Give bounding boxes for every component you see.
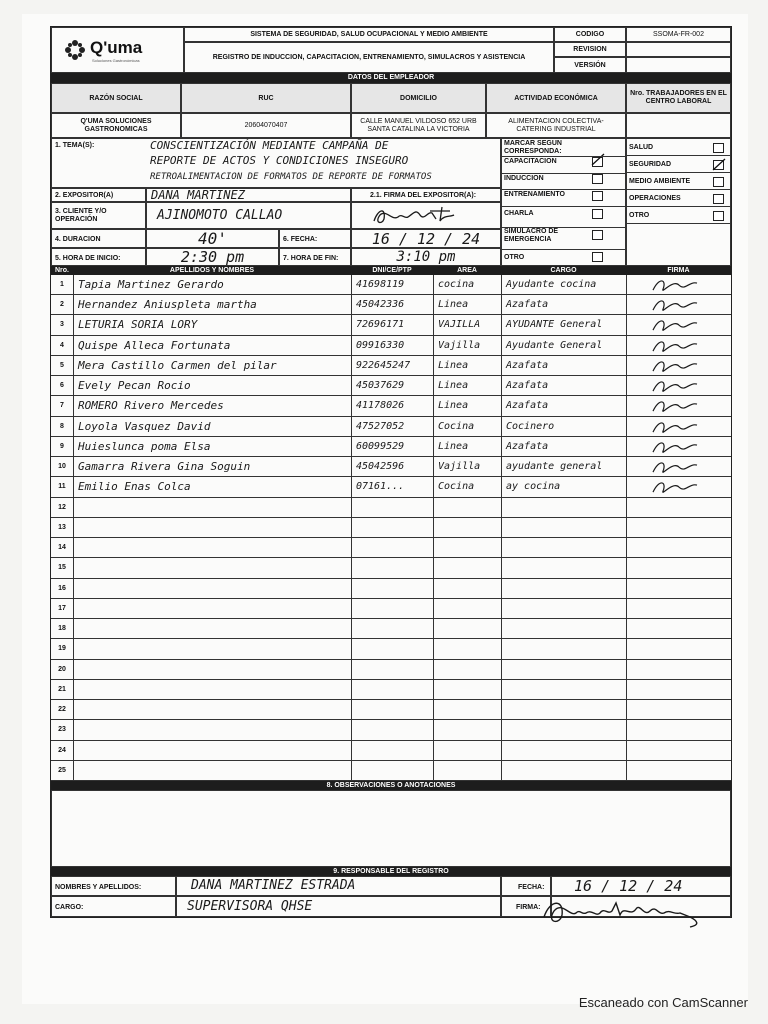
attendee-cargo: Cocinero [501,417,626,437]
attendee-dni [351,498,433,518]
attendee-cargo [501,498,626,518]
fecha-resp-value: 16 / 12 / 24 [551,876,731,896]
signature-cell [626,275,731,295]
fecha-label-cell [279,229,351,248]
signature-cell [626,437,731,457]
area-divider-2 [626,172,731,173]
signature-cell [626,295,731,315]
hora-fin-label-cell [279,248,351,266]
attendee-dni [351,660,433,680]
signature-cell [626,639,731,659]
table-row [51,599,731,619]
attendee-name: Mera Castillo Carmen del pilar [73,356,351,376]
attendee-dni [351,700,433,720]
hora-fin-value: 3:10 pm [351,248,501,266]
attendee-area [433,599,501,619]
table-row [51,579,731,599]
razon-label: RAZÓN SOCIAL [51,83,181,113]
revision-label: REVISION [554,42,626,57]
area-divider-5 [626,223,731,224]
tipo-divider-3 [501,189,626,190]
attendee-dni [351,599,433,619]
attendee-dni [351,518,433,538]
attendee-cargo [501,558,626,578]
attendee-cargo [501,579,626,599]
signature-cell [626,315,731,335]
table-row [51,619,731,639]
attendee-area: Cocina [433,477,501,497]
fecha-value: 16 / 12 / 24 [351,229,501,248]
table-row [51,660,731,680]
attendee-signature-icon [649,295,709,315]
attendee-name [73,680,351,700]
register-title: REGISTRO DE INDUCCION, CAPACITACION, ENTRENAMIENTO, SIMULACROS Y ASISTENCIA [184,42,554,73]
cargo-label-cell [51,896,176,917]
attendee-name [73,518,351,538]
attendee-area: Linea [433,295,501,315]
attendee-dni [351,558,433,578]
medio-ambiente-checkbox[interactable] [713,177,724,187]
attendee-area: Vajilla [433,336,501,356]
tipo-label-charla: CHARLA [504,210,534,217]
signature-cell [626,700,731,720]
firma-expositor-label: 2.1. FIRMA DEL EXPOSITOR(A): [370,192,477,199]
attendee-signature-icon [649,315,709,335]
nombres-label: NOMBRES Y APELLIDOS: [55,884,142,891]
area-divider-1 [626,155,731,156]
attendee-dni [351,538,433,558]
logo-tagline: Soluciones Gastronómicas [92,58,140,63]
attendee-dni: 72696171 [351,315,433,335]
ruc-value: 20604070407 [181,113,351,138]
nombres-value: DANA MARTINEZ ESTRADA [176,876,501,896]
attendee-signature-icon [649,275,709,295]
area-label-seguridad: SEGURIDAD [629,161,672,168]
responsible-signature-icon [540,893,710,929]
row-number: 5 [60,361,64,369]
attendee-cargo [501,599,626,619]
row-number: 22 [58,706,66,714]
attendee-name: Tapia Martinez Gerardo [73,275,351,295]
attendee-name: LETURIA SORIA LORY [73,315,351,335]
actividad-label: ACTIVIDAD ECONÓMICA [486,83,626,113]
area-label-medio-ambiente: MEDIO AMBIENTE [629,178,691,185]
attendee-signature-icon [649,437,709,457]
area-label-operaciones: OPERACIONES [629,195,681,202]
row-number: 2 [60,301,64,309]
observations-area[interactable] [51,790,731,867]
table-row [51,356,731,376]
cargo-resp-label: CARGO: [55,904,84,911]
attendee-cargo [501,538,626,558]
attendee-area [433,761,501,781]
table-row [51,295,731,315]
attendees-rows [51,275,731,781]
table-row [51,680,731,700]
logo-cell [51,27,184,73]
attendee-cargo [501,741,626,761]
table-row [51,417,731,437]
attendee-name: Huieslunca poma Elsa [73,437,351,457]
attendee-area [433,619,501,639]
signature-cell [626,336,731,356]
table-row [51,700,731,720]
table-row [51,275,731,295]
attendee-area [433,518,501,538]
attendee-name: Emilio Enas Colca [73,477,351,497]
otro-tipo-checkbox[interactable] [592,252,603,262]
salud-checkbox[interactable] [713,143,724,153]
attendee-area [433,538,501,558]
table-row [51,518,731,538]
domicilio-label: DOMICILIO [351,83,486,113]
observations-title: 8. OBSERVACIONES O ANOTACIONES [51,781,731,790]
signature-cell [626,720,731,740]
attendee-name [73,639,351,659]
attendee-area [433,639,501,659]
attendee-dni: 41698119 [351,275,433,295]
row-number: 7 [60,402,64,410]
attendee-name [73,599,351,619]
tipo-label-induccion: INDUCCION [504,175,544,182]
table-row [51,477,731,497]
firma-expositor-cell [351,202,501,229]
attendee-dni: 09916330 [351,336,433,356]
attendee-area [433,680,501,700]
attendee-cargo: AYUDANTE General [501,315,626,335]
cargo-resp-value: SUPERVISORA QHSE [176,896,501,917]
attendee-area: Cocina [433,417,501,437]
responsible-title: 9. RESPONSABLE DEL REGISTRO [51,867,731,876]
attendee-area: VAJILLA [433,315,501,335]
duracion-label-cell [51,229,146,248]
attendee-cargo [501,619,626,639]
tipo-divider-2 [501,173,626,174]
attendee-name [73,761,351,781]
fecha-label: 6. FECHA: [283,236,318,243]
tipo-label-capacitacion: CAPACITACION [504,158,557,165]
row-number: 10 [58,463,66,471]
tipo-divider-4 [501,206,626,207]
attendee-area: Linea [433,356,501,376]
tipo-column [501,138,626,266]
version-label: VERSIÓN [554,57,626,73]
area-column [626,138,731,266]
signature-cell [626,477,731,497]
tipo-divider-5 [501,227,626,228]
row-number: 8 [60,422,64,430]
attendee-area: Linea [433,376,501,396]
expositor-signature-icon [370,205,470,227]
scanner-watermark: Escaneado con CamScanner [578,995,748,1010]
table-row [51,538,731,558]
codigo-label: CODIGO [554,27,626,42]
table-row [51,315,731,335]
attendee-signature-icon [649,477,709,497]
attendee-dni [351,761,433,781]
signature-cell [626,356,731,376]
attendee-cargo: Azafata [501,437,626,457]
attendee-cargo: Azafata [501,396,626,416]
signature-cell [626,761,731,781]
col-dni: DNI/CE/PTP [372,267,412,274]
attendee-dni [351,619,433,639]
col-area: AREA [457,267,477,274]
table-row [51,720,731,740]
attendee-name [73,579,351,599]
signature-cell [626,457,731,477]
attendee-name: Evely Pecan Rocio [73,376,351,396]
capacitacion-checkbox[interactable] [592,157,603,167]
expositor-label-cell [51,188,146,202]
tipo-label-entrenamiento: ENTRENAMIENTO [504,191,565,198]
attendee-area [433,700,501,720]
attendee-dni: 45042596 [351,457,433,477]
duracion-value: 40' [146,229,279,248]
attendee-cargo [501,720,626,740]
attendee-dni: 41178026 [351,396,433,416]
row-number: 14 [58,544,66,552]
tema-line-1: CONSCIENTIZACIÓN MEDIANTE CAMPAÑA DE [150,139,389,152]
area-divider-3 [626,189,731,190]
attendee-cargo [501,700,626,720]
attendee-cargo: Ayudante cocina [501,275,626,295]
attendee-cargo [501,518,626,538]
logo-icon [64,39,86,61]
charla-checkbox[interactable] [592,209,603,219]
signature-cell [626,558,731,578]
attendee-name [73,741,351,761]
signature-cell [626,579,731,599]
attendee-name [73,538,351,558]
col-cargo: CARGO [550,267,577,274]
seguridad-checkbox[interactable] [713,160,724,170]
nombres-label-cell [51,876,176,896]
cliente-value: AJINOMOTO CALLAO [146,202,351,229]
attendee-area: cocina [433,275,501,295]
attendee-name: Gamarra Rivera Gina Soguin [73,457,351,477]
attendee-cargo: Azafata [501,376,626,396]
col-nro: Nro. [55,267,69,274]
signature-cell [626,396,731,416]
actividad-value: ALIMENTACION COLECTIVA-CATERING INDUSTRIAL [486,113,626,138]
attendee-dni [351,720,433,740]
attendee-dni: 07161... [351,477,433,497]
entrenamiento-checkbox[interactable] [592,191,603,201]
tema-line-2: REPORTE DE ACTOS Y CONDICIONES INSEGURO [150,154,409,167]
system-title: SISTEMA DE SEGURIDAD, SALUD OCUPACIONAL Y MEDIO AMBIENTE [184,27,554,42]
expositor-label: 2. EXPOSITOR(A) [55,192,114,199]
attendee-signature-icon [649,417,709,437]
signature-cell [626,680,731,700]
domicilio-value: CALLE MANUEL VILDOSO 652 URB SANTA CATALINA LA VICTORIA [351,113,486,138]
signature-cell [626,417,731,437]
otro-area-checkbox[interactable] [713,211,724,221]
row-number: 18 [58,625,66,633]
row-number: 24 [58,746,66,754]
ruc-label: RUC [181,83,351,113]
table-row [51,741,731,761]
tema-label: 1. TEMA(S): [55,142,95,149]
attendee-dni [351,639,433,659]
marcar-label: MARCAR SEGUN CORRESPONDA: [504,140,562,155]
attendee-name: Hernandez Aniuspleta martha [73,295,351,315]
attendee-cargo: Azafata [501,295,626,315]
hora-inicio-label-cell [51,248,146,266]
row-number: 20 [58,665,66,673]
hora-fin-label: 7. HORA DE FIN: [283,255,339,262]
version-value [626,57,731,73]
attendee-cargo: ayudante general [501,457,626,477]
tipo-divider-6 [501,249,626,250]
firma-resp-label: FIRMA: [516,904,541,911]
attendee-signature-icon [649,396,709,416]
table-row [51,639,731,659]
attendee-signature-icon [649,376,709,396]
attendee-name: ROMERO Rivero Mercedes [73,396,351,416]
row-number: 15 [58,564,66,572]
trabajadores-label: Nro. TRABAJADORES EN EL CENTRO LABORAL [626,83,731,113]
attendee-dni: 922645247 [351,356,433,376]
cliente-label-cell [51,202,146,229]
row-number: 19 [58,645,66,653]
row-number: 16 [58,584,66,592]
area-label-otro: OTRO [629,212,650,219]
simulacro-checkbox[interactable] [592,230,603,240]
table-row [51,437,731,457]
operaciones-checkbox[interactable] [713,194,724,204]
tema-cell [51,138,501,188]
table-row [51,498,731,518]
attendee-name [73,720,351,740]
row-number: 13 [58,523,66,531]
signature-cell [626,660,731,680]
attendee-cargo [501,639,626,659]
attendee-signature-icon [649,457,709,477]
hora-inicio-value: 2:30 pm [146,248,279,266]
table-row [51,558,731,578]
attendee-dni: 45037629 [351,376,433,396]
attendee-dni: 45042336 [351,295,433,315]
signature-cell [626,599,731,619]
row-number: 12 [58,503,66,511]
row-number: 9 [60,442,64,450]
table-row [51,761,731,781]
tipo-label-simulacro: SIMULACRO DE EMERGENCIA [504,228,559,243]
attendee-name [73,660,351,680]
attendee-area [433,558,501,578]
attendee-area [433,741,501,761]
attendee-cargo: Azafata [501,356,626,376]
attendee-area: Linea [433,396,501,416]
attendee-cargo: ay cocina [501,477,626,497]
attendee-area: Vajilla [433,457,501,477]
attendee-name [73,498,351,518]
attendee-area [433,498,501,518]
attendee-name [73,619,351,639]
cliente-label: 3. CLIENTE Y/O OPERACIÓN [55,208,107,223]
form-frame [50,26,732,918]
check-mark-icon [711,158,727,172]
table-row [51,457,731,477]
logo-text: Q'uma [90,38,143,57]
signature-cell [626,376,731,396]
row-number: 11 [58,483,66,491]
attendee-dni [351,741,433,761]
revision-value [626,42,731,57]
tipo-label-otro: OTRO [504,254,525,261]
attendee-dni [351,680,433,700]
attendee-area [433,720,501,740]
attendee-signature-icon [649,336,709,356]
attendee-name: Loyola Vasquez David [73,417,351,437]
tema-line-3: RETROALIMENTACIÓN DE FORMATOS DE REPORTE DE FORMATOS [150,172,432,182]
attendee-area [433,660,501,680]
attendee-signature-icon [649,356,709,376]
hora-inicio-label: 5. HORA DE INICIO: [55,255,121,262]
attendee-name [73,700,351,720]
razon-value: Q'UMA SOLUCIONES GASTRONOMICAS [51,113,181,138]
row-number: 25 [58,766,66,774]
fecha-resp-label: FECHA: [518,884,545,891]
area-divider-4 [626,206,731,207]
firma-expositor-label-cell [351,188,501,202]
row-number: 23 [58,726,66,734]
signature-cell [626,498,731,518]
table-row [51,376,731,396]
signature-cell [626,518,731,538]
row-number: 17 [58,604,66,612]
area-label-salud: SALUD [629,144,654,151]
signature-cell [626,538,731,558]
row-number: 3 [60,321,64,329]
attendee-area: Linea [433,437,501,457]
attendee-cargo [501,680,626,700]
row-number: 1 [60,281,64,288]
row-number: 21 [58,685,66,693]
row-number: 4 [60,341,64,349]
attendee-name: Quispe Alleca Fortunata [73,336,351,356]
signature-cell [626,619,731,639]
attendee-cargo: Ayudante General [501,336,626,356]
col-nombres: APELLIDOS Y NOMBRES [169,267,255,274]
attendee-area [433,579,501,599]
signature-cell [626,741,731,761]
employer-section-title: DATOS DEL EMPLEADOR [51,73,731,83]
table-row [51,396,731,416]
attendee-name [73,558,351,578]
attendee-dni: 60099529 [351,437,433,457]
table-row [51,336,731,356]
trabajadores-value [626,113,731,138]
attendee-cargo [501,761,626,781]
row-number: 6 [60,382,64,390]
col-firma: FIRMA [667,267,690,274]
expositor-value: DANA MARTINEZ [146,188,351,202]
attendee-cargo [501,660,626,680]
codigo-value: SSOMA-FR-002 [626,27,731,42]
attendee-dni [351,579,433,599]
induccion-checkbox[interactable] [592,174,603,184]
duracion-label: 4. DURACION [55,236,101,243]
tipo-divider-1 [501,156,626,157]
attendee-dni: 47527052 [351,417,433,437]
